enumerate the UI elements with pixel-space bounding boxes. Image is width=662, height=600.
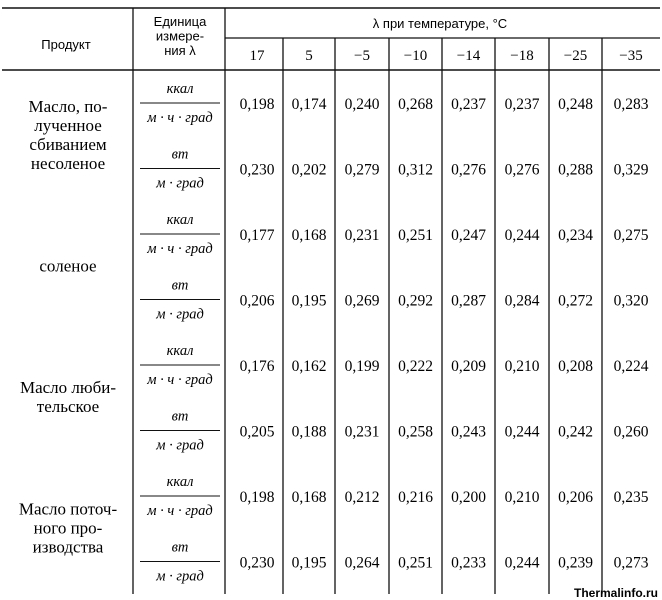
table-cell-value: 0,231 — [344, 226, 380, 244]
table-cell-value: 0,224 — [613, 357, 649, 375]
table-cell-value: 0,248 — [558, 95, 593, 113]
table-cell-value: 0,234 — [558, 226, 593, 244]
unit-numerator: ккал — [166, 474, 194, 490]
table-cell-value: 0,243 — [451, 423, 486, 441]
unit-denominator: м · ч · град — [147, 110, 213, 126]
table-cell-value: 0,222 — [398, 357, 433, 375]
unit-denominator: м · град — [156, 568, 204, 585]
table-cell-value: 0,210 — [504, 357, 540, 375]
table-cell-value: 0,264 — [344, 554, 380, 572]
table-cell-value: 0,276 — [451, 161, 486, 179]
table-cell-value: 0,210 — [504, 488, 540, 506]
table-cell-value: 0,168 — [291, 226, 327, 244]
table-cell-value: 0,162 — [291, 357, 327, 375]
unit-denominator: м · ч · град — [147, 241, 213, 257]
table-cell-value: 0,268 — [398, 95, 433, 113]
temperature-column-header: −10 — [403, 48, 428, 64]
table-cell-value: 0,292 — [398, 292, 433, 310]
product-label-line: тельское — [36, 397, 100, 416]
unit-column-header-line: ния λ — [164, 43, 196, 58]
unit-numerator: ккал — [166, 212, 194, 228]
table-cell-value: 0,198 — [239, 95, 275, 113]
product-label-line: сбиванием — [29, 135, 107, 154]
product-label-line: ного про- — [33, 518, 103, 538]
table-cell-value: 0,320 — [613, 292, 649, 310]
unit-denominator: м · ч · град — [147, 372, 213, 388]
table-cell-value: 0,208 — [558, 357, 593, 375]
table-cell-value: 0,273 — [613, 554, 649, 572]
table-cell-value: 0,200 — [451, 488, 486, 506]
temperature-column-header: −35 — [619, 48, 643, 64]
product-label-line: соленое — [39, 256, 97, 276]
table-cell-value: 0,202 — [291, 161, 327, 179]
table-cell-value: 0,168 — [291, 488, 327, 506]
lambda-temperature-header: λ при температуре, °С — [372, 16, 508, 31]
table-cell-value: 0,174 — [291, 95, 327, 113]
temperature-column-header: −25 — [563, 48, 588, 64]
unit-column-header-line: Единица — [153, 14, 207, 29]
table-cell-value: 0,237 — [451, 95, 486, 113]
table-cell-value: 0,239 — [558, 554, 593, 572]
table-cell-value: 0,195 — [291, 554, 327, 572]
table-cell-value: 0,251 — [398, 554, 433, 572]
table-cell-value: 0,230 — [239, 554, 275, 572]
table-cell-value: 0,231 — [344, 423, 380, 441]
unit-denominator: м · град — [156, 175, 204, 192]
table-cell-value: 0,206 — [239, 292, 275, 310]
unit-numerator: вт — [171, 408, 189, 425]
unit-numerator: вт — [171, 539, 189, 556]
product-column-header: Продукт — [41, 37, 91, 52]
watermark-text: Thermalinfo.ru — [573, 586, 658, 600]
table-cell-value: 0,283 — [613, 95, 649, 113]
table-cell-value: 0,176 — [239, 357, 275, 375]
temperature-column-header: −14 — [456, 48, 481, 64]
table-cell-value: 0,329 — [613, 161, 649, 179]
table-cell-value: 0,199 — [344, 357, 380, 375]
unit-denominator: м · град — [156, 437, 204, 454]
product-label-line: Масло люби- — [19, 378, 117, 397]
table-cell-value: 0,206 — [558, 488, 593, 506]
temperature-column-header: 17 — [249, 48, 265, 64]
table-cell-value: 0,260 — [613, 423, 649, 441]
table-cell-value: 0,242 — [558, 423, 593, 441]
table-cell-value: 0,216 — [398, 488, 433, 506]
product-label-line: изводства — [32, 537, 104, 557]
unit-numerator: вт — [171, 277, 189, 294]
table-cell-value: 0,233 — [451, 554, 486, 572]
product-label-line: несоленое — [30, 154, 106, 173]
product-label-line: Масло поточ- — [18, 499, 118, 519]
table-cell-value: 0,272 — [558, 292, 593, 310]
table-cell-value: 0,284 — [504, 292, 540, 310]
table-cell-value: 0,212 — [344, 488, 380, 506]
table-cell-value: 0,209 — [451, 357, 486, 375]
product-label-line: Масло, по- — [28, 97, 108, 116]
unit-numerator: ккал — [166, 81, 194, 97]
unit-numerator: вт — [171, 146, 189, 163]
temperature-column-header: −5 — [354, 48, 370, 64]
table-cell-value: 0,275 — [613, 226, 649, 244]
unit-denominator: м · ч · град — [147, 503, 213, 519]
table-cell-value: 0,244 — [504, 226, 540, 244]
table-cell-value: 0,205 — [239, 423, 275, 441]
table-cell-value: 0,195 — [291, 292, 327, 310]
table-cell-value: 0,258 — [398, 423, 433, 441]
table-cell-value: 0,269 — [344, 292, 380, 310]
unit-numerator: ккал — [166, 343, 194, 359]
table-cell-value: 0,230 — [239, 161, 275, 179]
table-cell-value: 0,312 — [398, 161, 433, 179]
table-cell-value: 0,276 — [504, 161, 540, 179]
temperature-column-header: −18 — [510, 48, 534, 64]
table-cell-value: 0,244 — [504, 554, 540, 572]
table-cell-value: 0,237 — [504, 95, 540, 113]
table-cell-value: 0,247 — [451, 226, 486, 244]
table-cell-value: 0,177 — [239, 226, 275, 244]
product-label-line: лученное — [34, 116, 102, 135]
table-cell-value: 0,235 — [613, 488, 649, 506]
table-cell-value: 0,279 — [344, 161, 380, 179]
table-cell-value: 0,251 — [398, 226, 433, 244]
table-cell-value: 0,240 — [344, 95, 380, 113]
table-cell-value: 0,188 — [291, 423, 327, 441]
unit-column-header-line: измере- — [155, 28, 205, 44]
temperature-column-header: 5 — [305, 48, 313, 64]
table-cell-value: 0,244 — [504, 423, 540, 441]
table-cell-value: 0,198 — [239, 488, 275, 506]
unit-denominator: м · град — [156, 306, 204, 323]
table-cell-value: 0,288 — [558, 161, 593, 179]
table-cell-value: 0,287 — [451, 292, 486, 310]
